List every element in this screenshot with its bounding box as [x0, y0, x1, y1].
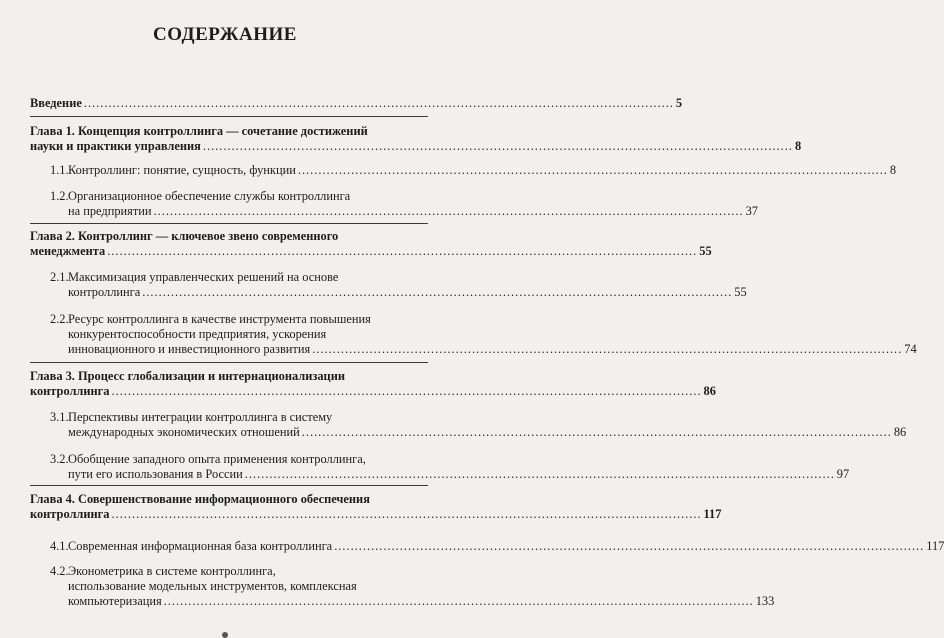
toc-entry-1-2 — [50, 189, 758, 219]
toc-page-number: 55 — [699, 244, 712, 258]
toc-entry-title-line: Глава 3. Процесс глобализации и интернационализации — [30, 369, 345, 383]
toc-entry-title-line: инновационного и инвестиционного развития — [68, 342, 311, 356]
page-title: СОДЕРЖАНИЕ — [153, 24, 297, 45]
divider — [30, 223, 428, 224]
leader-dots: ................................................................................................................................................ — [163, 594, 754, 608]
toc-entry-title-line: контроллинга — [30, 507, 110, 521]
toc-entry-title-line: Глава 2. Контроллинг — ключевое звено современного — [30, 229, 339, 243]
leader-dots: ................................................................................................................................................ — [202, 139, 793, 153]
divider — [30, 485, 428, 486]
toc-page-number: 133 — [755, 594, 775, 608]
toc-entry-3-2 — [50, 452, 850, 482]
leader-dots: ................................................................................................................................................ — [111, 507, 702, 521]
toc-entry-number: 4.1. — [50, 539, 69, 553]
toc-page-number: 86 — [703, 384, 716, 398]
divider — [30, 116, 428, 117]
toc-entry-title-line: менеджмента — [30, 244, 106, 258]
toc-entry-number: 3.1. — [50, 410, 69, 424]
toc-entry-2-2 — [50, 312, 917, 357]
toc-entry-title-line: контроллинга — [30, 384, 110, 398]
leader-dots: ................................................................................................................................................ — [111, 384, 702, 398]
toc-page-number: 37 — [745, 204, 758, 218]
toc-entry-title-line: Перспективы интеграции контроллинга в систему — [68, 410, 333, 424]
toc-page-number: 117 — [703, 507, 722, 521]
toc-entry-title-line: Глава 4. Совершенствование информационного обеспечения — [30, 492, 370, 506]
toc-page-number: 97 — [836, 467, 850, 481]
toc-entry-title-line: Обобщение западного опыта применения контроллинга, — [68, 452, 366, 466]
toc-page-number: 74 — [904, 342, 917, 356]
leader-dots: ................................................................................................................................................ — [142, 285, 733, 299]
toc-entry-4-1 — [50, 539, 944, 554]
toc-entry-title-line: на предприятии — [68, 204, 152, 218]
toc-entry-number: 1.1. — [50, 163, 69, 177]
divider — [30, 362, 428, 363]
toc-entry-1-1 — [50, 163, 897, 178]
leader-dots: ................................................................................................................................................ — [83, 96, 674, 110]
toc-entry-title-line: пути его использования в России — [68, 467, 243, 481]
toc-page-number: 86 — [893, 425, 907, 439]
toc-page-number: 8 — [794, 139, 802, 153]
toc-entry-title-line: использование модельных инструментов, комплексная — [68, 579, 357, 593]
leader-dots: ................................................................................................................................................ — [312, 342, 903, 356]
toc-entry-title: Контроллинг: понятие, сущность, функции — [68, 163, 296, 177]
leader-dots: ................................................................................................................................................ — [153, 204, 744, 218]
toc-entry-2-1 — [50, 270, 747, 300]
toc-entry-chapter-3 — [30, 369, 716, 399]
toc-entry-number: 4.2. — [50, 564, 69, 578]
toc-page-number: 5 — [675, 96, 683, 110]
toc-entry-introduction — [30, 96, 683, 111]
toc-entry-chapter-4 — [30, 492, 722, 522]
toc-entry-title-line: Максимизация управленческих решений на основе — [68, 270, 339, 284]
leader-dots: ................................................................................................................................................ — [334, 539, 925, 553]
leader-dots: ................................................................................................................................................ — [297, 163, 888, 177]
toc-entry-number: 2.1. — [50, 270, 69, 284]
leader-dots: ................................................................................................................................................ — [301, 425, 892, 439]
toc-entry-title-line: Организационное обеспечение службы контроллинга — [68, 189, 351, 203]
toc-entry-number: 1.2. — [50, 189, 69, 203]
toc-page-number: 8 — [889, 163, 897, 177]
leader-dots: ................................................................................................................................................ — [244, 467, 835, 481]
toc-entry-4-2 — [50, 564, 775, 609]
page-number-mark — [222, 632, 228, 638]
toc-entry-title-line: Эконометрика в системе контроллинга, — [68, 564, 276, 578]
toc-entry-3-1 — [50, 410, 907, 440]
toc-entry-title: Введение — [30, 96, 82, 110]
toc-entry-title-line: Глава 1. Концепция контроллинга — сочетание достижений — [30, 124, 368, 138]
toc-entry-number: 2.2. — [50, 312, 69, 326]
toc-entry-title-line: международных экономических отношений — [68, 425, 300, 439]
toc-entry-title-line: конкурентоспособности предприятия, ускорения — [68, 327, 327, 341]
toc-entry-title-line: Ресурс контроллинга в качестве инструмента повышения — [68, 312, 371, 326]
toc-page-number: 117 — [926, 539, 944, 553]
toc-entry-title-line: контроллинга — [68, 285, 141, 299]
toc-entry-title: Современная информационная база контроллинга — [68, 539, 333, 553]
leader-dots: ................................................................................................................................................ — [107, 244, 698, 258]
toc-page-number: 55 — [734, 285, 747, 299]
toc-entry-title-line: науки и практики управления — [30, 139, 201, 153]
toc-entry-chapter-2 — [30, 229, 712, 259]
toc-entry-title-line: компьютеризация — [68, 594, 162, 608]
toc-entry-chapter-1 — [30, 124, 802, 154]
toc-entry-number: 3.2. — [50, 452, 69, 466]
